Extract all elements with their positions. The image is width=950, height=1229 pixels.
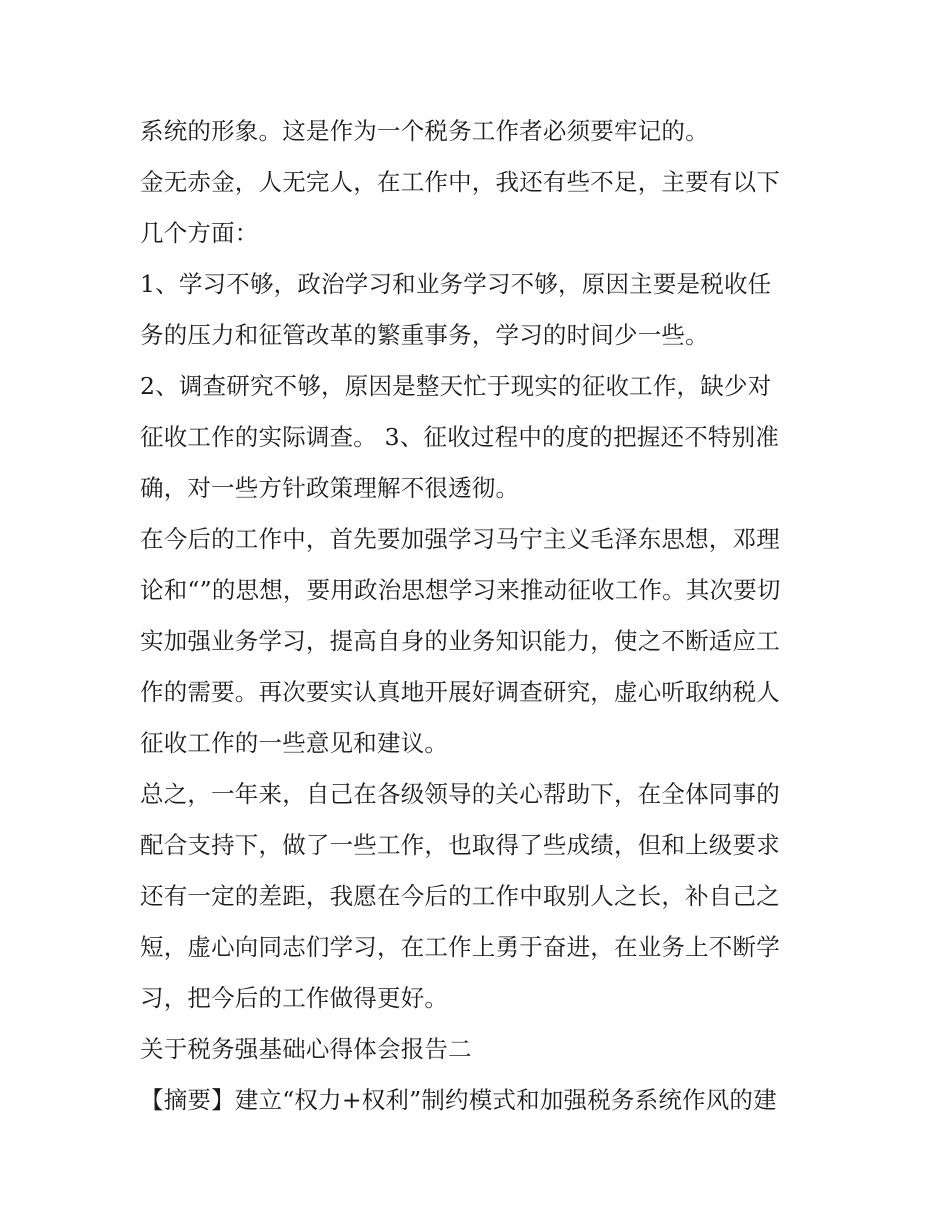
document-body xyxy=(140,106,820,1126)
text-line: 总之，一年来，自己在各级领导的关心帮助下，在全体同事的 xyxy=(140,780,780,808)
section-heading: 关于税务强基础心得体会报告二 xyxy=(140,1035,472,1063)
text-line: 习，把今后的工作做得更好。 xyxy=(140,984,449,1012)
text-line: 几个方面： xyxy=(140,219,259,247)
text-line: 还有一定的差距，我愿在今后的工作中取别人之长，补自己之 xyxy=(140,882,780,910)
text-line: 在今后的工作中，首先要加强学习马宁主义毛泽东思想，邓理 xyxy=(140,525,780,553)
text-line: 金无赤金，人无完人，在工作中，我还有些不足，主要有以下 xyxy=(140,168,780,196)
text-line: 确，对一些方针政策理解不很透彻。 xyxy=(140,474,520,502)
text-line: 征收工作的实际调查。 3、征收过程中的度的把握还不特别准 xyxy=(140,423,780,451)
text-line: 征收工作的一些意见和建议。 xyxy=(140,729,449,757)
text-line: 短，虚心向同志们学习，在工作上勇于奋进，在业务上不断学 xyxy=(140,933,780,961)
text-line: 实加强业务学习，提高自身的业务知识能力，使之不断适应工 xyxy=(140,627,780,655)
text-line: 配合支持下，做了一些工作，也取得了些成绩，但和上级要求 xyxy=(140,831,780,859)
text-line: 作的需要。再次要实认真地开展好调查研究，虚心听取纳税人 xyxy=(140,678,780,706)
text-line: 务的压力和征管改革的繁重事务，学习的时间少一些。 xyxy=(140,321,709,349)
text-line: 1、学习不够，政治学习和业务学习不够，原因主要是税收任 xyxy=(140,270,772,298)
text-line: 2、调查研究不够，原因是整天忙于现实的征收工作，缺少对 xyxy=(140,372,772,400)
abstract-line: 【摘要】建立“权力+权利”制约模式和加强税务系统作风的建 xyxy=(140,1086,777,1114)
text-line: 系统的形象。这是作为一个税务工作者必须要牢记的。 xyxy=(140,117,709,145)
text-line: 论和“”的思想，要用政治思想学习来推动征收工作。其次要切 xyxy=(140,576,781,604)
